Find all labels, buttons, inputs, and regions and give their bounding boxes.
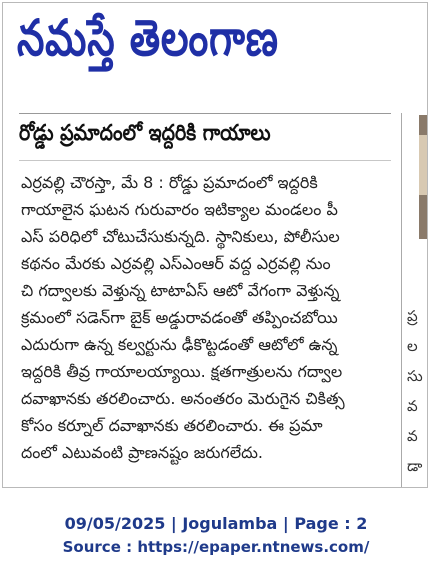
adjacent-fragment: సు xyxy=(407,367,423,385)
article-line: ఎర్రవల్లి చౌరస్తా, మే 8 : రోడ్డు ప్రమాదంలో ఇద్దరికి xyxy=(21,173,318,192)
article-body xyxy=(21,169,393,466)
adjacent-photo xyxy=(419,115,428,239)
headline-divider xyxy=(19,160,391,161)
adjacent-fragment: డా xyxy=(407,457,423,475)
headline-rule xyxy=(19,113,391,114)
article-line: క్రమంలో సడెన్‌గా బైక్ అడ్డురావడంతో తప్పించబోయి xyxy=(21,308,338,327)
article-line: కోసం కర్నూల్ దవాఖానకు తరలించారు. ఈ ప్రమా xyxy=(21,416,323,435)
article-line: గాయాలైన ఘటన గురువారం ఇటిక్యాల మండలం పీ xyxy=(21,200,338,219)
article-line: ఎస్ పరిధిలో చోటుచేసుకున్నది. స్థానికులు, పోలీసుల xyxy=(21,227,340,246)
article-line: ఎదురుగా ఉన్న కల్వర్టును ఢీకొట్టడంతో ఆటోలో ఉన్న xyxy=(21,335,338,354)
article-line: దవాఖానకు తరలించారు. అనంతరం మెరుగైన చికిత్స xyxy=(21,389,345,408)
footer-source-line: Source : https://epaper.ntnews.com/ xyxy=(62,538,370,556)
masthead-title: నమస్తే తెలంగాణ xyxy=(17,9,279,67)
article-line: కథనం మేరకు ఎర్రవల్లి ఎస్‌ఎంఆర్ వద్ద ఎర్రవల్లి నుం xyxy=(21,254,331,273)
article-line: చి గద్వాలకు వెళ్తున్న టాటాఏస్ ఆటో వేగంగా వెళ్తున్న xyxy=(21,281,340,300)
masthead xyxy=(3,3,427,99)
adjacent-fragment: వ xyxy=(407,427,418,445)
article-headline: రోడ్డు ప్రమాదంలో ఇద్దరికి గాయాలు xyxy=(19,121,271,146)
adjacent-fragment: వ xyxy=(407,397,418,415)
article-line: దంలో ఎటువంటి ప్రాణనష్టం జరుగలేదు. xyxy=(21,443,264,462)
newspaper-clipping xyxy=(2,2,428,488)
adjacent-column-fragments xyxy=(407,301,428,481)
adjacent-fragment: ల xyxy=(407,337,418,355)
adjacent-fragment: ప్ర xyxy=(407,307,418,325)
article-line: ఇద్దరికి తీవ్ర గాయాలయ్యాయి. క్షతగాత్రులను గద్వాల xyxy=(21,362,343,381)
adjacent-photo-detail xyxy=(419,135,428,195)
footer-date-line: 09/05/2025 | Jogulamba | Page : 2 xyxy=(64,514,368,533)
